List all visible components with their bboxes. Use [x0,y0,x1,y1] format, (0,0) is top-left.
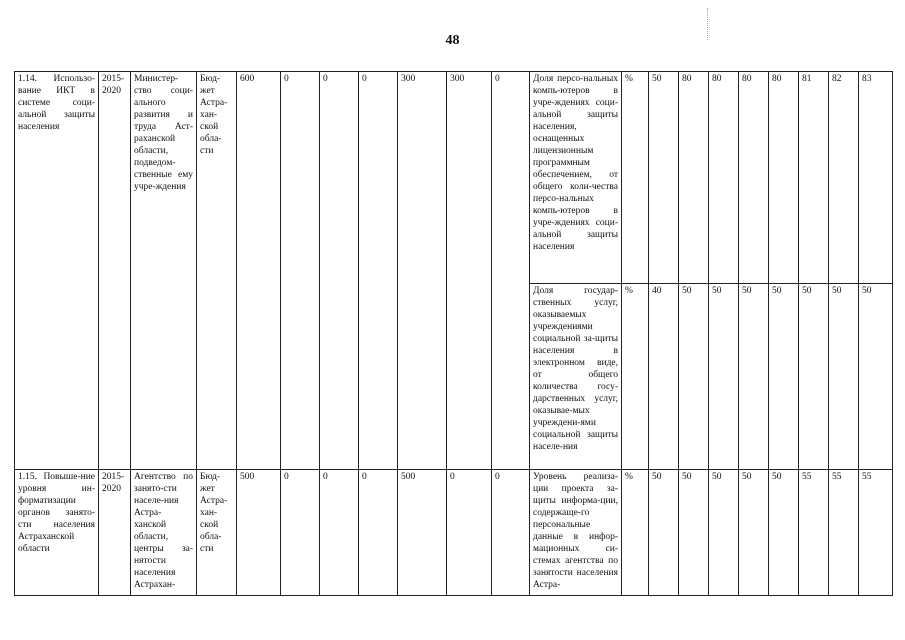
indicator-value-cell: 40 [649,284,679,470]
page-number: 48 [445,33,460,48]
indicator-value-cell: 50 [649,470,679,596]
indicator-value-cell: 80 [769,72,799,284]
indicator-value-cell: 55 [799,470,829,596]
indicator-value-cell: 82 [829,72,859,284]
activity-cell: 1.15. Повыше-ние уровня ин-форматизации органов занято-сти населения Астраханской области [15,470,99,596]
indicator-value-cell: 50 [709,284,739,470]
indicator-value-cell: 50 [769,470,799,596]
indicator-unit-cell: % [622,72,649,284]
period-cell: 2015-2020 [99,470,131,596]
scan-artifact [707,8,709,40]
indicator-value-cell: 55 [829,470,859,596]
amount-total-cell: 600 [237,72,281,470]
indicator-value-cell: 50 [829,284,859,470]
amount-2018-cell: 500 [398,470,447,596]
activity-cell: 1.14. Использо-вание ИКТ в системе соци-альной защиты населения [15,72,99,470]
indicator-text-cell: Доля персо-нальных компь-ютеров в учре-ждениях соци-альной защиты населения, оснащенных лицензионным программным обеспечением, от общего коли-чества персо-нальных компь-ютеров в учре-ждениях соци-альной защиты населения [530,72,622,284]
amount-2017-cell: 0 [359,470,398,596]
indicator-value-cell: 50 [649,72,679,284]
amount-2020-cell: 0 [492,470,530,596]
amount-2016-cell: 0 [320,72,359,470]
funding-source-cell: Бюд-жет Астра-хан-ской обла-сти [197,72,237,470]
indicator-text-cell: Уровень реализа-ции проекта за-щиты информа-ции, содержаще-го персональные данные в инфор-мационных си-стемах агентства по занятости населения Астра- [530,470,622,596]
period-cell: 2015-2020 [99,72,131,470]
indicator-value-cell: 80 [709,72,739,284]
indicator-value-cell: 50 [709,470,739,596]
indicator-value-cell: 50 [739,470,769,596]
table-row [15,470,893,596]
executor-cell: Агентство по занято-сти населе-ния Астра-ханской области, центры за-нятости населения Астрахан- [131,470,197,596]
amount-2015-cell: 0 [281,72,320,470]
indicator-text-cell: Доля государ-ственных услуг, оказываемых учреждениями социальной за-щиты населения в электронном виде, от общего количества госу-дарственных услуг, оказывае-мых учреждени-ями социальной защиты населе-ния [530,284,622,470]
amount-2019-cell: 300 [447,72,492,470]
funding-source-cell: Бюд-жет Астра-хан-ской обла-сти [197,470,237,596]
table-row [15,72,893,284]
amount-2017-cell: 0 [359,72,398,470]
indicator-value-cell: 80 [679,72,709,284]
indicator-value-cell: 81 [799,72,829,284]
indicator-value-cell: 50 [859,284,893,470]
amount-2020-cell: 0 [492,72,530,470]
executor-cell: Министер-ство соци-ального развития и труда Аст-раханской области, подведом-ственные ему учре-ждения [131,72,197,470]
amount-2019-cell: 0 [447,470,492,596]
amount-2015-cell: 0 [281,470,320,596]
indicator-value-cell: 50 [769,284,799,470]
indicator-value-cell: 83 [859,72,893,284]
indicator-value-cell: 80 [739,72,769,284]
indicator-value-cell: 50 [679,470,709,596]
indicator-value-cell: 50 [679,284,709,470]
indicator-value-cell: 50 [739,284,769,470]
indicator-value-cell: 55 [859,470,893,596]
indicator-value-cell: 50 [799,284,829,470]
indicator-unit-cell: % [622,284,649,470]
program-table [14,71,893,596]
amount-total-cell: 500 [237,470,281,596]
amount-2016-cell: 0 [320,470,359,596]
amount-2018-cell: 300 [398,72,447,470]
indicator-unit-cell: % [622,470,649,596]
